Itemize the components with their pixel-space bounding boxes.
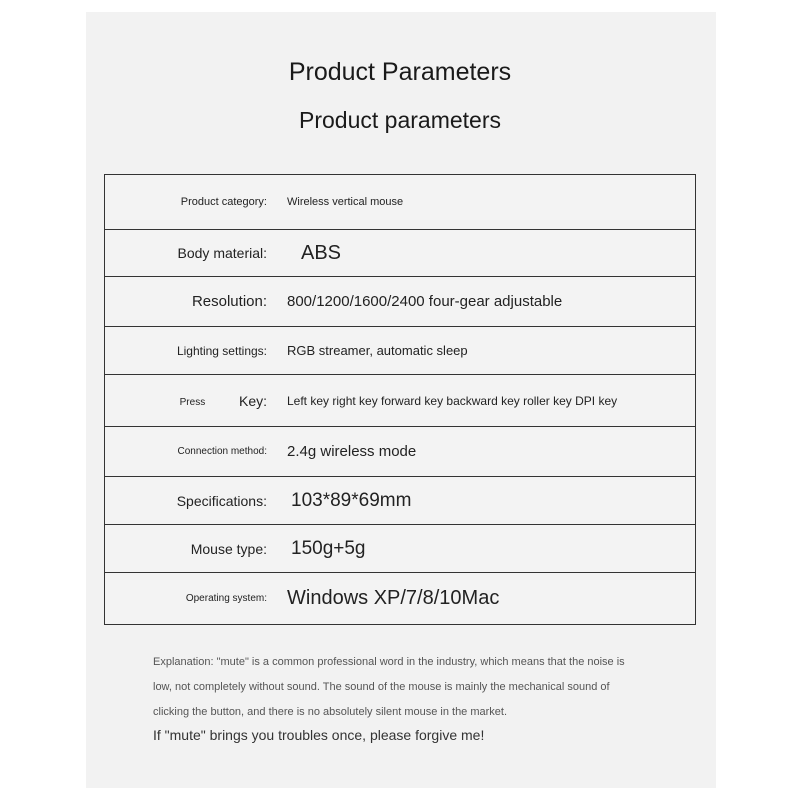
row-label-key bbox=[105, 393, 273, 409]
table-row-os bbox=[105, 573, 695, 624]
row-label: Connection method: bbox=[177, 446, 267, 457]
table-row-lighting bbox=[105, 327, 695, 375]
page-title: Product Parameters bbox=[288, 58, 512, 86]
table-row-connection bbox=[105, 427, 695, 477]
row-value: Windows XP/7/8/10Mac bbox=[287, 587, 500, 609]
row-label: Resolution: bbox=[191, 293, 267, 310]
page-subtitle: Product parameters bbox=[299, 107, 501, 133]
table-row-key bbox=[105, 375, 695, 427]
row-label-main: Key: bbox=[238, 392, 267, 409]
row-label: Mouse type: bbox=[190, 540, 267, 557]
row-label: Lighting settings: bbox=[176, 343, 267, 358]
row-label-prefix: Press bbox=[179, 396, 206, 408]
table-row-material bbox=[105, 230, 695, 277]
parameters-table bbox=[104, 174, 696, 625]
table-row-category bbox=[105, 175, 695, 230]
row-value: Wireless vertical mouse bbox=[287, 196, 404, 208]
row-value: Left key right key forward key backward key roller key DPI key bbox=[287, 393, 618, 408]
table-row-mouse-type bbox=[105, 525, 695, 573]
row-value: RGB streamer, automatic sleep bbox=[287, 343, 468, 358]
row-value: 2.4g wireless mode bbox=[287, 443, 417, 460]
row-value: 150g+5g bbox=[291, 537, 366, 559]
row-label: Operating system: bbox=[185, 593, 267, 604]
explanation-text bbox=[153, 650, 673, 725]
row-value: 800/1200/1600/2400 four-gear adjustable bbox=[287, 293, 563, 310]
explanation-line: clicking the button, and there is no absolutely silent mouse in the market. bbox=[153, 706, 508, 718]
explanation-line: low, not completely without sound. The sound of the mouse is mainly the mechanical sound of bbox=[153, 681, 610, 693]
explanation-line: Explanation: "mute" is a common professional word in the industry, which means that the noise is bbox=[153, 656, 625, 668]
row-label: Product category: bbox=[180, 196, 267, 208]
row-value: 103*89*69mm bbox=[291, 489, 412, 511]
table-row-specifications bbox=[105, 477, 695, 525]
row-label: Body material: bbox=[177, 245, 267, 261]
row-value: ABS bbox=[301, 241, 342, 264]
table-row-resolution bbox=[105, 277, 695, 327]
apology-text: If "mute" brings you troubles once, please forgive me! bbox=[153, 727, 485, 743]
row-label: Specifications: bbox=[176, 492, 267, 509]
